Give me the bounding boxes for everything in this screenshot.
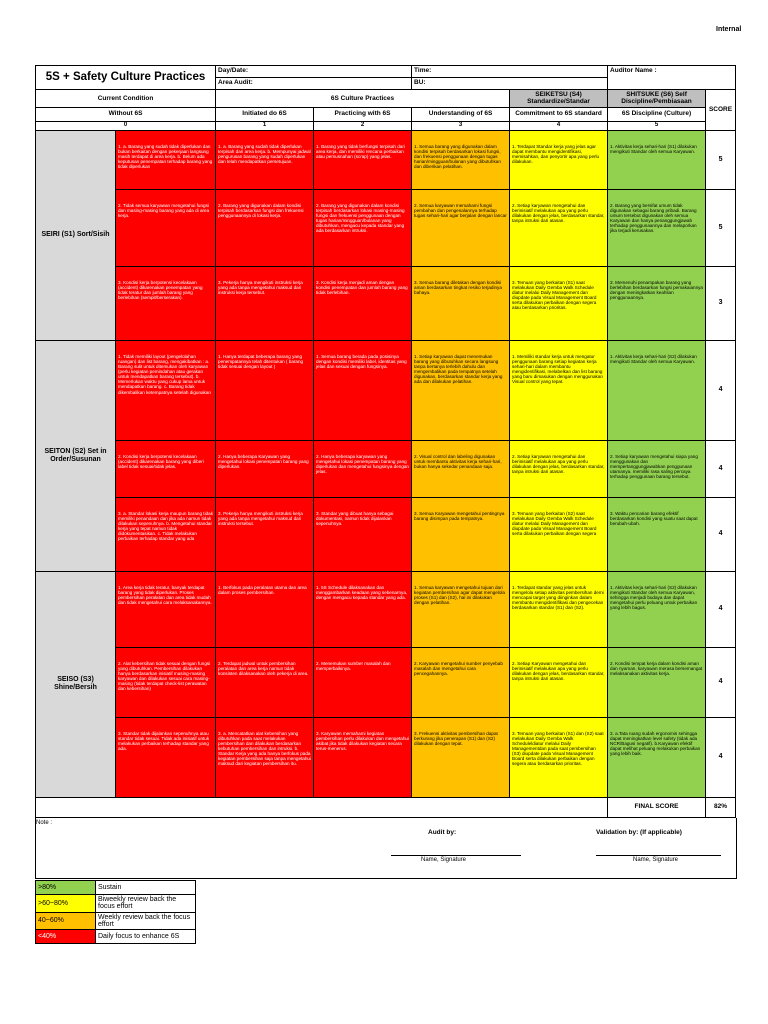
criteria-cell: 3. Pekerja hanya mengikuti instruksi kerja yang ada tanpa mengetahui maksud dari instruksi tersebut. [218, 510, 303, 526]
criteria-cell: 3. Temuan yang berkaitan (S2) saat melakukan Daily Gemba Walk Schedule diatur melalui Daily Management dan diupdate pada Visual Management Board serta dilakukan perbaikan dengan segera [512, 510, 597, 537]
score-cell[interactable]: 4 [706, 717, 736, 797]
time-field[interactable]: Time: [412, 66, 608, 78]
criteria-cell: 2. Setiap karyawan mengetahui dan berinisiatif melakukan apa yang perlu dilakukan dengan jelas, berdasarkan standar, tanpa intruksi dari atasan. [512, 202, 605, 223]
legend-row [36, 912, 196, 930]
auditor-name-field[interactable]: Auditor Name : [608, 66, 736, 90]
level-number: 2 [314, 121, 412, 130]
criteria-cell: 1. Aktivitas kerja sehari-hari (S2) dilakukan mengikuti Standar oleh semua Karyawan, sehingga menjadi budaya dan dapat mengetahui perlu peluang untuk perbaikan yang lebih bagus. [610, 584, 698, 611]
note-label: Note : [36, 820, 53, 826]
criteria-cell: 2. Tidak semua karyawan mengetahui fungsi dan masing-masing barang yang ada di area kerja. [118, 202, 210, 218]
criteria-cell: 1. Berfokus pada peralatan utama dan area dalam proses pembersihan. [218, 584, 307, 595]
score-cell[interactable]: 4 [706, 497, 736, 571]
criteria-cell: 1. Aktivitas kerja sehari-hari (S2) dilakukan mengikuti Standar oleh semua Karyawan. [610, 353, 697, 364]
criteria-cell: 2. Hanya beberapa Karyawan yang mengetahui lokasi penempatan barang yang diperlukan. [218, 453, 309, 469]
audit-by-label: Audit by: [428, 829, 457, 836]
blank-row [36, 797, 608, 817]
criteria-cell: 2. Karyawan mengetahui sumber penyebab masalah dan mengetahui cara pencegahannya. [414, 660, 503, 676]
culture-practices-header: 6S Culture Practices [216, 90, 510, 108]
criteria-cell: 1. Hanya terdapat beberapa barang yang penempatannya telah ditentukan ( barang tidak sesuai dengan layout ) [218, 353, 304, 369]
criteria-cell: 1. Area kerja tidak teratur, banyak terdapat barang yang tidak diperlukan. Proses pembersihan peralatan dan area tidak mudah dan tidak mengetahui cara melaksanakannya. [118, 584, 212, 605]
seiketsu-header: SEIKETSU (S4) Standardize/Standar [510, 90, 608, 108]
classification-label: Internal [716, 26, 742, 33]
criteria-cell: 3. Waktu pencarian barang efektif berdasarkan kondisi yang suatu saat dapat berubah-ubah. [610, 510, 698, 526]
legend-text: Biweekly review back the focus effort [96, 895, 196, 913]
criteria-cell: 1. Memiliki standar kerja untuk mengatur penggunaan barang setiap kegiatan kerja sehari-hari dalam membantu mengidentifikasi, melabelkan dan list barang yang baru dimasukan dengan menggunakan Visual control yang tepat. [512, 353, 603, 385]
day-date-field[interactable]: Day/Date: [216, 66, 412, 78]
criteria-cell: 3. Semua Karyawan mengetahui pentingnya barang disimpan pada tempatnya. [414, 510, 505, 521]
level-number: 5 [608, 121, 706, 130]
criteria-cell: 3. Temuan yang berkaitan (S1) saat melakukan Daily Gemba Walk Schedule diatur melalui Daily Management dan diupdate pada Visual Management Board serta dilakukan perbaikan dengan segera atau berdasarkan prioritas. [512, 279, 597, 311]
legend-row [36, 895, 196, 913]
criteria-cell: 3. Memenuhi penampakan barang yang berlebihan berdasarkan fungsi pemakaiannya dengan meningkatkan keahlian penggunaannya. [610, 279, 703, 300]
score-header: SCORE [706, 90, 736, 131]
final-score-value: 82% [706, 797, 736, 817]
current-condition-header: Current Condition [36, 90, 216, 108]
criteria-cell: 3. Frekuensi aktivitas pembersihan dapat berkurang jika penerapan (S1) dan (S2) dilakukan dengan tepat. [414, 730, 498, 746]
validation-signature-line[interactable] [596, 855, 721, 856]
criteria-cell: 2. Menemukan sumber masalah dan memperbaikinya. [316, 660, 391, 671]
bu-field[interactable]: BU: [412, 78, 608, 90]
legend-text: Sustain [96, 881, 196, 895]
level-4-header: Commitment to 6S standard [510, 107, 608, 121]
validation-by-label: Validation by: (If applicable) [596, 829, 682, 836]
criteria-cell: 1. Semua barang berada pada posisinya dengan kondisi memiliki label, identitas yang jelas dan sesuai dengan fungsinya. [316, 353, 407, 369]
area-audit-field[interactable]: Area Audit: [216, 78, 412, 90]
criteria-cell: 1. Tidak memiliki layout (pengelolahan ruangan) dan list barang, mengakibatkan : a. Barang sulit untuk ditemukan oleh karyawan (perlu kegiatan pemindahan atau gerakan untuk mendapatkan barang tersebut). b. Memerlukan waktu yang cukup lama untuk mendapatkan barang. c. Barang tidak dikembalikan ketempatnya setelah digunakan [118, 353, 211, 395]
signature-area [35, 818, 737, 879]
criteria-cell: 2. Barang yang bersifat umum tidak digunakan sebagai barang pribadi. Barang umum tersebut digunakan oleh semua Karyawan dan hanya penanggungjawab terhadap penggunaannya dan melaporkan jika terjadi kerusakan. [610, 202, 697, 234]
audit-signature-line[interactable] [391, 855, 521, 856]
validation-name-signature-caption: Name, Signature [633, 857, 679, 863]
legend-text: Daily focus to enhance 6S [96, 930, 196, 944]
criteria-cell: 3. a. Mencatatkan alat kebersihan yang dibutuhkan pada saat melakukan pembersihan dan dilakukan berdasarkan kebutuhan pembersihan dan intruksi. b. Standar Kerja yang ada hanya berfokus pada kegiatan pembersihan saja tanpa mengetahui maksud dari kegiatan pembersihan itu. [218, 730, 311, 767]
score-cell[interactable]: 5 [706, 189, 736, 266]
criteria-cell: 1. Aktivitas kerja sehari-hari (S1) dilakukan mengikuti Standar oleh semua Karyawan. [610, 143, 697, 154]
criteria-cell: 3. Kondisi kerja berpotensi kecelakaan (accident) dikarenakan penempatan yang tidak teratur dan jumlah barang yang berlebihan (sempit/berserakan). [118, 279, 203, 300]
score-cell[interactable]: 5 [706, 130, 736, 189]
criteria-cell: 1. Semua karyawan mengetahui tujuan dari kegiatan pembersihan agar dapat mengelola proses (S1) dan (S2), hal ini dilakukan dengan pelatihan. [414, 584, 505, 605]
criteria-cell: 1. Setiap karyawan dapat menemukan barang yang dibutuhkan secara langsung tanpa bertanya terlebih dahulu dan mengembalikan pada tempatnya setelah digunakan, berdasarkan standar kerja yang ada dan dilakukan pelatihan. [414, 353, 503, 385]
level-2-header: Practicing with 6S [314, 107, 412, 121]
criteria-cell: 3. Semua barang diletakan dengan kondisi aman berdasarkan tingkat resiko terjadinya bahaya. [414, 279, 502, 295]
criteria-cell: 1. Terdapat standar yang jelas untuk mengelola setiap aktivitas pembersihan demi mencapai target yang diinginkan dalam membantu mengidentifikasi dan pengecekan berdasarkan standar (S1) dan (S2). [512, 584, 604, 611]
legend-range: <40% [36, 930, 96, 944]
legend-row [36, 930, 196, 944]
criteria-cell: 1. a. Barang yang sudah tidak diperlukan terpisah dari area kerja. b. Mempunyai jadwal pengurusan barang yang sudah diperlukan dan telah mendapatkan persetujuan. [218, 143, 311, 164]
legend-text: Weekly review back the focus effort [96, 912, 196, 930]
criteria-cell: 2. Barang yang digunakan dalam kondisi terpisah berdasarkan lokasi masing-masing fungsi dan frekuensi penggunaan dengan tugas harian/mingguan/bulanan yang dibutuhkan, mengacu kepada standar yang ada berdasarkan intruksi. [316, 202, 405, 234]
criteria-cell: 2. Setiap karyawan mengetahui siapa yang menggunakan dan mempertanggungjawabkan penggunaan utamanya. memiliki rasa saling percaya terhadap penggunaan barang tersebut. [610, 453, 698, 480]
criteria-cell: 3. Kondisi kerja menjadi aman dengan kondisi penempatan dan jumlah barang yang tidak berlebihan. [316, 279, 408, 295]
criteria-cell: 2. Setiap Karyawan mengetahui dan berinisiatif melakukan apa yang perlu dilakukan dengan jelas, berdasarkan standar, tanpa intruksi dari atasan. [512, 660, 605, 681]
criteria-cell: 2. Setiap karyawan mengetahui dan berinisiatif melakukan apa yang perlu dilakukan dengan jelas, berdasarkan standar, tanpa intruksi dari atasan. [512, 453, 605, 474]
level-number: 4 [510, 121, 608, 130]
shitsuke-header: SHITSUKE (S6) Self Discipline/Pembiasaan [608, 90, 706, 108]
score-cell[interactable]: 3 [706, 266, 736, 340]
criteria-cell: 3. Karyawan memahami kegiatan pembersihan perlu dilakukan dan mengetahui akibat jika tidak dilakukan kegiatan secara terus-menerus. [316, 730, 409, 751]
criteria-cell: 3. Standar yang dibuat hanya sebagai dokumentasi, namun tidak dijalankan sepenuhnya. [316, 510, 394, 526]
criteria-cell: 3. a.Tata ruang sudah ergonomis sehingga dapat meningkatkan level safety (tidak ada NCR/Bagusi negatif). b.Karyawan efektif dapat melihat peluang melakukan perbaikan yang lebih baik. [610, 730, 701, 757]
final-score-label: FINAL SCORE [608, 797, 706, 817]
criteria-cell: 2. Terdapat jadwal untuk pembersihan peralatan dan area kerja namun tidak konsisten dilaksanakan oleh pekerja di area. [218, 660, 309, 676]
criteria-cell: 1. 5S Schedule dilaksanakan dan menggambarkan keadaan yang sebenarnya, dengan mengacu kepada standar yang ada. [316, 584, 408, 600]
criteria-cell: 3. a. Standar lokasi kerja maupun barang tidak memiliki penandaan dan jika ada namun tidak dilakukan sepenuhnya. b. Mengetahui standar kerja yang tepat namun tidak didokumentasikan. c. Tidak melakukan perbaikan terhadap standar yang ada [118, 510, 213, 542]
level-number: 0 [36, 121, 216, 130]
criteria-cell: 3. Standar tidak dijalankan sepenuhnya atau standar tidak sesuai. Tidak ada inisiatif untuk melakukan perbaikan terhadap standar yang ada. [118, 730, 210, 751]
level-number: 1 [216, 121, 314, 130]
score-cell[interactable]: 4 [706, 571, 736, 647]
category-seiri: SEIRI (S1) Sort/Sisih [36, 130, 116, 340]
criteria-cell: 1. a. Barang yang sudah tidak diperlukan dan bukan berkaitan dengan pekerjaan langsung masih terdapat di area kerja. b. Belum ada keputusan penempatan terhadap barang yang tidak diperlukan [118, 143, 213, 170]
criteria-cell: 2. Barang yang digunakan dalam kondisi terpisah berdasarkan fungsi dan frekuensi penggunaannya di lokasi kerja. [218, 202, 304, 218]
level-0-header: Without 6S [36, 107, 216, 121]
level-5-header: 6S Discipline (Culture) [608, 107, 706, 121]
category-seiso: SEISO (S3) Shine/Bersih [36, 571, 116, 797]
criteria-cell: 3. Pekerja hanya mengikuti instruksi kerja yang ada tanpa mengetahui maksud dari instruksi kerja tersebut. [218, 279, 303, 295]
level-3-header: Understanding of 6S [412, 107, 510, 121]
criteria-cell: 2. Semua karyawan memahami fungsi pembahan dan pengenalannya terhadap tugas sehari-hari agar berjalan dengan lancar [414, 202, 507, 218]
level-1-header: Initiated do 6S [216, 107, 314, 121]
criteria-cell: 2. Kondisi kerja berpotensi kecelakaan (accident) dikarenakan barang yang diberi label tidak sesuai/tidak jelas. [118, 453, 204, 469]
criteria-cell: 1. Semua barang yang digunakan dalam kondisi terpisah berdasarkan lokasi fungsi, dan frekuensi penggunaan dengan tugas harian/mingguan/bulanan yang dibutuhkan dan diberikan pelatihan. [414, 143, 501, 170]
audit-name-signature-caption: Name, Signature [421, 857, 467, 863]
score-cell[interactable]: 4 [706, 647, 736, 717]
category-seiton: SEITON (S2) Set in Order/Susunan [36, 340, 116, 571]
criteria-cell: 1. Barang yang tidak berfungsi terpisah dari area kerja, dan memiliki rencana perbaikan atau pemusnahan (scrap) yang jelas. [316, 143, 405, 159]
criteria-cell: 2. Visual control dan labeling digunakan untuk membantu aktivitas kerja sehari-hari, bukan hanya sekedar penandaan saja. [414, 453, 502, 469]
criteria-cell: 2. Hanya beberapa karyawan yang mengetahui lokasi penempatan barang yang diperlukan dan mengetahui fungsinya dengan jelas. [316, 453, 409, 474]
criteria-cell: 3. Temuan yang berkaitan (S1) dan (S2) saat melakukan Daily Gemba Walk Scheduleldiatur melalui Daily Managementdan pada saat pembersihan (S3) diupdate pada Visual Management Board serta dilakukan perbaikan dengan segera atau berdasarkan prioritas. [512, 730, 604, 767]
legend-row [36, 881, 196, 895]
score-cell[interactable]: 4 [706, 340, 736, 440]
score-cell[interactable]: 4 [706, 440, 736, 497]
legend-range: >80% [36, 881, 96, 895]
criteria-cell: 2. Kondisi tempat kerja dalam kondisi aman dan nyaman, karyawan merasa bersemangat melaksanakan aktivitas kerja. [610, 660, 703, 676]
level-number: 3 [412, 121, 510, 130]
legend-range: >60~80% [36, 895, 96, 913]
legend-range: 40~60% [36, 912, 96, 930]
form-title: 5S + Safety Culture Practices [36, 66, 216, 90]
criteria-cell: 2. Alat kebersihan tidak sesuai dengan fungsi yang dibutuhkan. Pembersihan dilakukan hanya berdasarkan inisiatif masing-masing karyawan dan dilakukan sesuai cara masing-masing (tidak terdapat check-list perawatan dan kebersihan) [118, 660, 211, 692]
audit-form-table [35, 65, 736, 818]
criteria-cell: 1. Terdapat Standar kerja yang jelas agar dapat membantu mengidentifikasi, memisahkan, dan penyortir apa yang perlu dilakukan. [512, 143, 600, 164]
score-legend [35, 880, 196, 944]
